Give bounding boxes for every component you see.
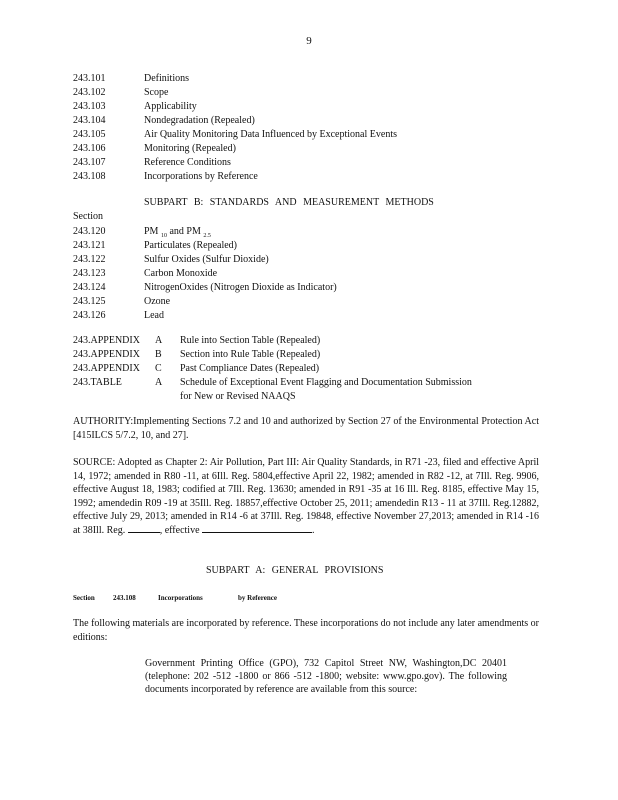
toc-row-title: Reference Conditions [144,157,231,168]
appendix-row-letter: B [155,349,162,360]
page-number: 9 [306,35,312,47]
toc-row-number: 243.107 [73,157,106,168]
toc-row-number: 243.120 [73,226,106,237]
toc-row-title: Scope [144,87,169,98]
appendix-row-title: Schedule of Exceptional Event Flagging and Documentation Submission [180,377,472,388]
toc-row-title: Definitions [144,73,189,84]
toc-row-title: Applicability [144,101,197,112]
subpart-a-heading: SUBPART A: GENERAL PROVISIONS [206,565,384,576]
toc-row-title: Air Quality Monitoring Data Influenced by Exceptional Events [144,129,397,140]
appendix-row-number: 243.APPENDIX [73,349,140,360]
toc-row-number: 243.106 [73,143,106,154]
reg-blank [128,532,160,533]
appendix-row-title: Rule into Section Table (Repealed) [180,335,321,346]
gpo-paragraph: Government Printing Office (GPO), 732 Capitol Street NW, Washington,DC 20401 (telephone: 202 -512 -1800 or 866 -512 -1800; website: www.gpo.gov). The following documents incorporated by reference are available from this source: [145,658,507,695]
subpart-b-heading: SUBPART B: STANDARDS AND MEASUREMENT METHODS [144,197,434,208]
toc-row-number: 243.126 [73,310,106,321]
section-heading-title: Incorporations [158,594,203,602]
toc-row-number: 243.122 [73,254,106,265]
toc-row-title: Sulfur Oxides (Sulfur Dioxide) [144,254,269,265]
incorporations-paragraph: The following materials are incorporated by reference. These incorporations do not include any later amendments or editions: [73,618,539,643]
toc-row-title: Lead [144,310,164,321]
toc-row-number: 243.102 [73,87,106,98]
toc-row-title: NitrogenOxides (Nitrogen Dioxide as Indicator) [144,282,337,293]
section-heading-label: Section [73,594,95,602]
effective-blank [202,532,312,533]
source-effective: , effective [159,524,200,536]
toc-row-title: Particulates (Repealed) [144,240,238,251]
toc-row-number: 243.123 [73,268,106,279]
toc-row-title: Carbon Monoxide [144,268,218,279]
source-text: SOURCE: Adopted as Chapter 2: Air Pollution, Part III: Air Quality Standards, in R71 -23, filed and effective April 14, 1972; amended in R80 -11, at 6Ill. Reg. 5804,effective April 22, 1982; amended in R82 -12, at 7Ill. Reg. 9906, effective August 18, 1983; codified at 7Ill. Reg. 13630; amended in R91 -35 at 16 Ill. Reg. 8185, effective May 15, 1992; amendedin R09 -19 at 35Ill. Reg. 18857,effective October 25, 2011; amendedin R13 - 11 at 37Ill. Reg.12882, effective July 29, 2013; amended in R14 -6 at 37Ill. Reg. 19848, effective November 27,2013; amended in R14 -16 at 38Ill. Reg. [73,457,539,536]
section-heading-title-end: by Reference [238,594,277,602]
appendix-row-title: Past Compliance Dates (Repealed) [180,363,320,374]
section-heading-number: 243.108 [113,594,136,602]
appendix-row-letter: A [155,377,163,388]
table-a-continuation: for New or Revised NAAQS [180,391,296,402]
toc-row-number: 243.101 [73,73,106,84]
toc-row-number: 243.104 [73,115,106,126]
toc-row-number: 243.124 [73,282,106,293]
toc-row-title: PM $_{10}$ and PM $_{2.5}$ [144,226,211,239]
source-note: SOURCE: Adopted as Chapter 2: Air Pollution, Part III: Air Quality Standards, in R71 -23, filed and effective April 14, 1972; amended in R80 -11, at 6Ill. Reg. 5804,effective April 22, 1982; amended in R82 -12, at 7Ill. Reg. 9906, effective August 18, 1983; codified at 7Ill. Reg. 13630; amended in R91 -35 at 16 Ill. Reg. 8185, effective May 15, 1992; amendedin R09 -19 at 35Ill. Reg. 18857,effective October 25, 2011; amendedin R13 - 11 at 37Ill. Reg.12882, effective July 29, 2013; amended in R14 -6 at 37Ill. Reg. 19848, effective November 27,2013; amended in R14 -16 at 38Ill. Reg. , effective . [73,457,539,536]
appendix-row-letter: A [155,335,163,346]
appendix-row-number: 243.TABLE [73,377,122,388]
toc-row-number: 243.105 [73,129,106,140]
appendix-row-letter: C [155,363,162,374]
appendix-row-title: Section into Rule Table (Repealed) [180,349,321,360]
toc-row-number: 243.103 [73,101,106,112]
toc-row-title: Monitoring (Repealed) [144,143,236,154]
toc-row-number: 243.108 [73,171,106,182]
toc-row-title: Incorporations by Reference [144,171,258,182]
toc-row-title: Ozone [144,296,171,307]
toc-row-title: Nondegradation (Repealed) [144,115,255,126]
authority-note: AUTHORITY:Implementing Sections 7.2 and 10 and authorized by Section 27 of the Environmental Protection Act [415ILCS 5/7.2, 10, and 27]. [73,416,539,441]
appendix-row-number: 243.APPENDIX [73,335,140,346]
toc-row-number: 243.121 [73,240,106,251]
toc-row-number: 243.125 [73,296,106,307]
section-label: Section [73,211,103,222]
appendix-row-number: 243.APPENDIX [73,363,140,374]
